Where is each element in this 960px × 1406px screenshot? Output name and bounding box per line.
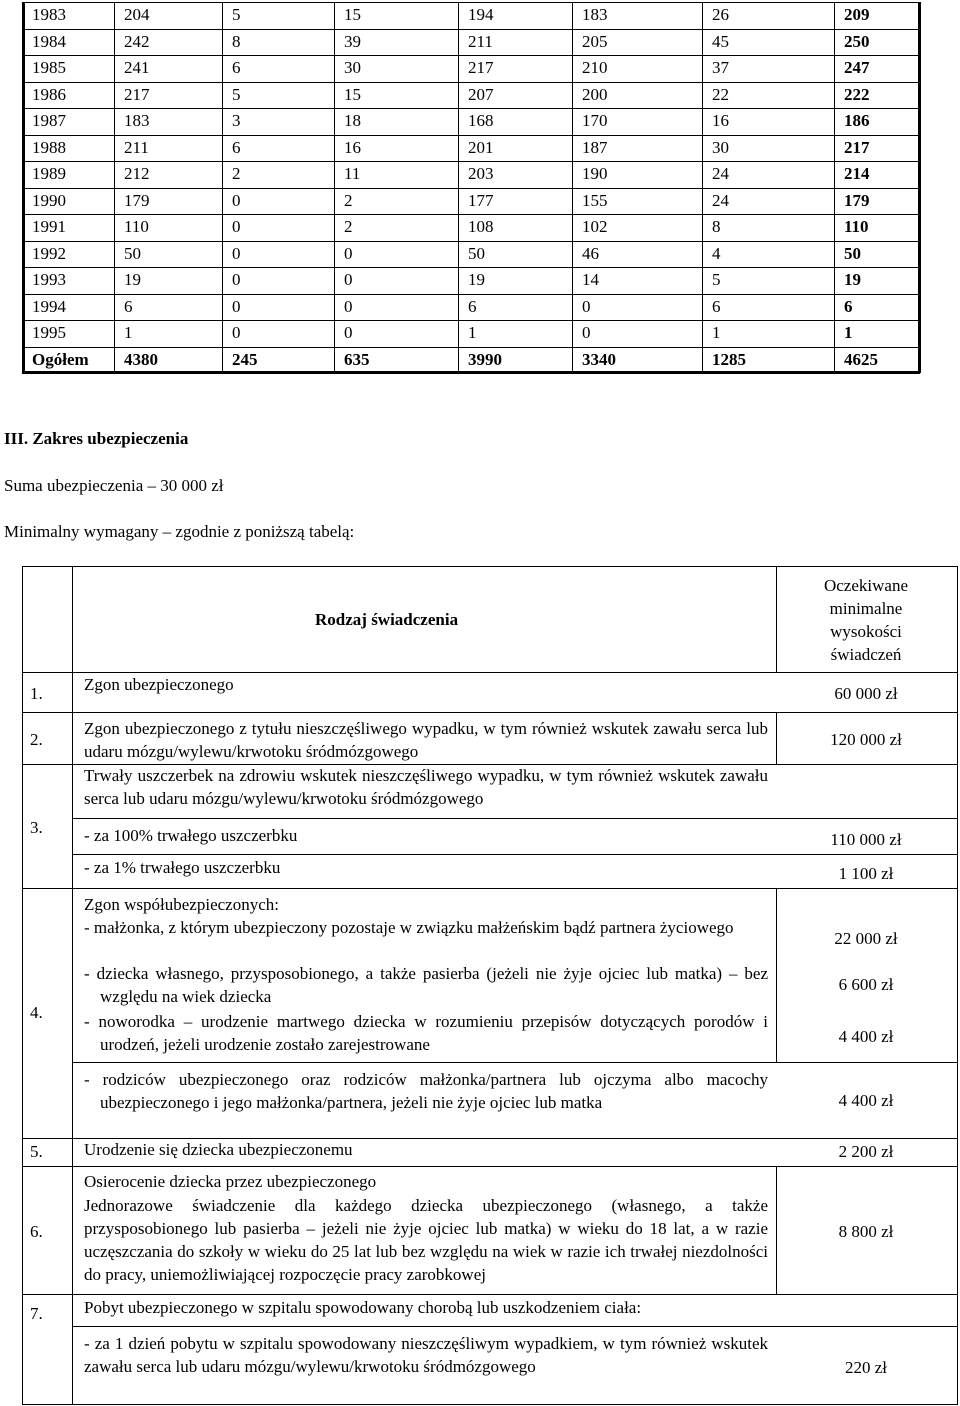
grid-line: [22, 29, 920, 30]
table-cell: 1: [712, 323, 721, 342]
grid-line: [22, 371, 920, 374]
table-cell: 211: [124, 137, 149, 157]
table-cell: 204: [124, 5, 150, 24]
table-cell: 1986: [32, 84, 66, 104]
table-cell: 0: [582, 323, 591, 342]
table-cell: 211: [468, 31, 493, 51]
table-cell: 1: [844, 323, 853, 342]
table-cell: 0: [344, 270, 353, 289]
header-benefit-type: Rodzaj świadczenia: [315, 610, 459, 629]
total-cell: 3340: [582, 349, 616, 369]
table-cell: 22: [712, 84, 729, 104]
table-cell: 194: [468, 5, 494, 24]
statistics-table: [22, 2, 920, 382]
table-cell: 19: [468, 270, 485, 289]
table-cell: 19: [124, 270, 141, 289]
table-cell: 212: [124, 164, 150, 183]
total-cell: 245: [232, 349, 258, 369]
row-number: 5.: [30, 1142, 43, 1161]
table-cell: 6: [232, 137, 241, 157]
benefit-text: Osierocenie dziecka przez ubezpieczonego: [84, 1172, 377, 1191]
benefit-amount: 4 400 zł: [838, 1027, 894, 1046]
table-cell: 39: [344, 31, 361, 51]
table-cell: 217: [468, 58, 494, 77]
table-cell: 110: [844, 217, 869, 236]
total-cell: 4380: [124, 349, 158, 369]
table-cell: 1988: [32, 137, 66, 157]
table-cell: 26: [712, 5, 729, 24]
table-cell: 250: [844, 31, 870, 51]
benefit-subitem: - za 1% trwałego uszczerbku: [84, 858, 281, 877]
benefit-amount: 110 000 zł: [830, 830, 902, 849]
benefit-text: Jednorazowe świadczenie dla każdego dziecka ubezpieczonego (własnego, a także przysposobionego lub pasierba – jeżeli nie żyje ojciec lub matka) w wieku do 18 lat, a w razie uczęszczania do szkoły w wieku do 25 lat lub bez względu na wiek w razie ich trwałej niezdolności do pracy, uniemożliwiającej rozpoczęcie pracy zarobkowej: [84, 1196, 768, 1284]
table-cell: 200: [582, 84, 608, 104]
table-cell: 207: [468, 84, 494, 104]
header-amount: Oczekiwane minimalne wysokości świadczeń: [823, 576, 908, 664]
table-cell: 1993: [32, 270, 66, 289]
table-cell: 1: [468, 323, 477, 342]
grid-line: [22, 161, 920, 162]
table-cell: 0: [232, 270, 241, 289]
grid-line: [22, 320, 920, 321]
sum-insured: Suma ubezpieczenia – 30 000 zł: [4, 476, 224, 495]
benefit-subitem: - rodziców ubezpieczonego oraz rodziców małżonka/partnera lub ojczyma albo macochy ubezpieczonego i jego małżonka/partnera, jeżeli nie żyje ojciec lub matka: [84, 1070, 768, 1112]
table-cell: 46: [582, 243, 599, 263]
table-cell: 4: [712, 243, 721, 263]
grid-line: [22, 214, 920, 215]
table-cell: 30: [344, 58, 361, 77]
table-cell: 6: [712, 296, 721, 316]
table-cell: 1990: [32, 190, 66, 210]
table-cell: 1983: [32, 5, 66, 24]
benefit-text: Urodzenie się dziecka ubezpieczonemu: [84, 1140, 353, 1159]
row-number: 4.: [30, 1003, 43, 1022]
minimum-required: Minimalny wymagany – zgodnie z poniższą tabelą:: [4, 522, 355, 541]
table-cell: 5: [232, 84, 241, 104]
table-cell: 50: [124, 243, 141, 263]
table-cell: 0: [344, 323, 353, 342]
table-cell: 183: [124, 111, 150, 130]
table-cell: 24: [712, 190, 729, 210]
grid-line: [22, 55, 920, 56]
table-cell: 155: [582, 190, 608, 210]
benefit-amount: 220 zł: [844, 1358, 888, 1377]
table-cell: 241: [124, 58, 150, 77]
table-cell: 1989: [32, 164, 66, 183]
table-cell: 3: [232, 111, 241, 130]
table-cell: 8: [712, 217, 721, 236]
table-cell: 19: [844, 270, 861, 289]
total-cell: 1285: [712, 349, 746, 369]
table-cell: 187: [582, 137, 608, 157]
table-cell: 203: [468, 164, 494, 183]
table-cell: 168: [468, 111, 494, 130]
table-cell: 6: [468, 296, 477, 316]
table-cell: 0: [582, 296, 591, 316]
benefit-amount: 120 000 zł: [830, 730, 902, 749]
table-cell: 170: [582, 111, 608, 130]
table-cell: 37: [712, 58, 729, 77]
table-cell: 210: [582, 58, 608, 77]
benefit-amount: 4 400 zł: [838, 1091, 894, 1110]
table-cell: 0: [232, 296, 241, 316]
benefit-amount: 8 800 zł: [838, 1222, 894, 1241]
benefit-text: Zgon ubezpieczonego z tytułu nieszczęśliwego wypadku, w tym również wskutek zawału serca lub udaru mózgu/wylewu/krwotoku śródmózgowego: [84, 719, 768, 761]
grid-line: [22, 82, 920, 83]
table-cell: 1: [124, 323, 133, 342]
table-cell: 222: [844, 84, 870, 104]
table-cell: 0: [232, 190, 241, 210]
table-cell: 45: [712, 31, 729, 51]
table-cell: 217: [124, 84, 150, 104]
table-cell: 214: [844, 164, 870, 183]
table-cell: 183: [582, 5, 608, 24]
table-cell: 11: [344, 164, 361, 183]
grid-line: [22, 267, 920, 268]
table-cell: 186: [844, 111, 870, 130]
table-cell: 50: [468, 243, 485, 263]
table-cell: 50: [844, 243, 861, 263]
grid-line: [22, 241, 920, 242]
table-cell: 5: [232, 5, 241, 24]
table-cell: 242: [124, 31, 150, 51]
table-cell: 0: [232, 243, 241, 263]
benefit-subitem: - małżonka, z którym ubezpieczony pozostaje w związku małżeńskim bądź partnera życiowego: [84, 918, 734, 937]
grid-line: [22, 2, 920, 3]
table-cell: 15: [344, 5, 361, 24]
table-cell: 179: [844, 190, 870, 210]
table-cell: 6: [232, 58, 241, 77]
table-cell: 108: [468, 217, 494, 236]
benefit-amount: 1 100 zł: [838, 864, 894, 883]
table-cell: 0: [344, 296, 353, 316]
benefit-text: Pobyt ubezpieczonego w szpitalu spowodowany chorobą lub uszkodzeniem ciała:: [84, 1298, 642, 1317]
row-number: 3.: [30, 818, 43, 837]
grid-line: [22, 108, 920, 109]
benefit-subitem: - za 1 dzień pobytu w szpitalu spowodowany nieszczęśliwym wypadkiem, w tym również wskutek zawału serca lub udaru mózgu/wylewu/krwotoku śródmózgowego: [84, 1334, 768, 1376]
row-number: 6.: [30, 1222, 43, 1241]
table-cell: 0: [344, 243, 353, 263]
table-cell: 24: [712, 164, 729, 183]
row-number: 7.: [30, 1304, 43, 1323]
table-cell: 177: [468, 190, 494, 210]
table-cell: 1984: [32, 31, 66, 51]
table-cell: 14: [582, 270, 599, 289]
table-cell: 15: [344, 84, 361, 104]
table-cell: 8: [232, 31, 241, 51]
benefit-amount: 2 200 zł: [838, 1142, 894, 1161]
table-cell: 16: [344, 137, 361, 157]
table-cell: 110: [124, 217, 149, 236]
table-cell: 190: [582, 164, 608, 183]
benefit-amount: 22 000 zł: [834, 929, 898, 948]
table-cell: 209: [844, 5, 870, 24]
table-cell: 1985: [32, 58, 66, 77]
benefit-text: Zgon współubezpieczonych:: [84, 895, 279, 914]
row-number: 2.: [30, 730, 43, 749]
total-cell: 635: [344, 349, 370, 369]
benefit-subitem: - noworodka – urodzenie martwego dziecka w rozumieniu przepisów dotyczących porodów i urodzeń, jeżeli urodzenie zostało zarejestrowane: [84, 1012, 768, 1054]
table-cell: 0: [232, 323, 241, 342]
table-cell: 5: [712, 270, 721, 289]
grid-line: [22, 188, 920, 189]
table-cell: 16: [712, 111, 729, 130]
table-cell: 179: [124, 190, 150, 210]
benefit-text: Zgon ubezpieczonego: [84, 675, 234, 694]
table-cell: 1994: [32, 296, 66, 316]
benefit-amount: 6 600 zł: [838, 975, 894, 994]
table-cell: 205: [582, 31, 608, 51]
row-number: 1.: [30, 684, 43, 703]
benefit-amount: 60 000 zł: [834, 684, 898, 703]
table-cell: 0: [232, 217, 241, 236]
table-cell: 6: [124, 296, 133, 316]
table-cell: 18: [344, 111, 361, 130]
benefit-subitem: - dziecka własnego, przysposobionego, a także pasierba (jeżeli nie żyje ojciec lub matka) – bez względu na wiek dziecka: [84, 964, 768, 1006]
benefit-text: Trwały uszczerbek na zdrowiu wskutek nieszczęśliwego wypadku, w tym również wskutek zawału serca lub udaru mózgu/wylewu/krwotoku śródmózgowego: [84, 766, 768, 808]
grid-line: [22, 294, 920, 295]
table-cell: 6: [844, 296, 853, 316]
table-cell: 1987: [32, 111, 66, 130]
table-cell: 102: [582, 217, 608, 236]
table-cell: 247: [844, 58, 870, 77]
grid-line: [22, 135, 920, 136]
table-cell: 2: [344, 190, 353, 210]
table-cell: 201: [468, 137, 494, 157]
total-cell: Ogółem: [32, 349, 89, 369]
total-cell: 3990: [468, 349, 502, 369]
section-heading: III. Zakres ubezpieczenia: [4, 429, 189, 448]
table-cell: 2: [232, 164, 241, 183]
benefit-subitem: - za 100% trwałego uszczerbku: [84, 826, 298, 845]
grid-line: [22, 347, 920, 348]
total-cell: 4625: [844, 349, 878, 369]
table-cell: 2: [344, 217, 353, 236]
table-cell: 30: [712, 137, 729, 157]
table-cell: 217: [844, 137, 870, 157]
table-cell: 1995: [32, 323, 66, 342]
table-cell: 1992: [32, 243, 66, 263]
table-cell: 1991: [32, 217, 66, 236]
